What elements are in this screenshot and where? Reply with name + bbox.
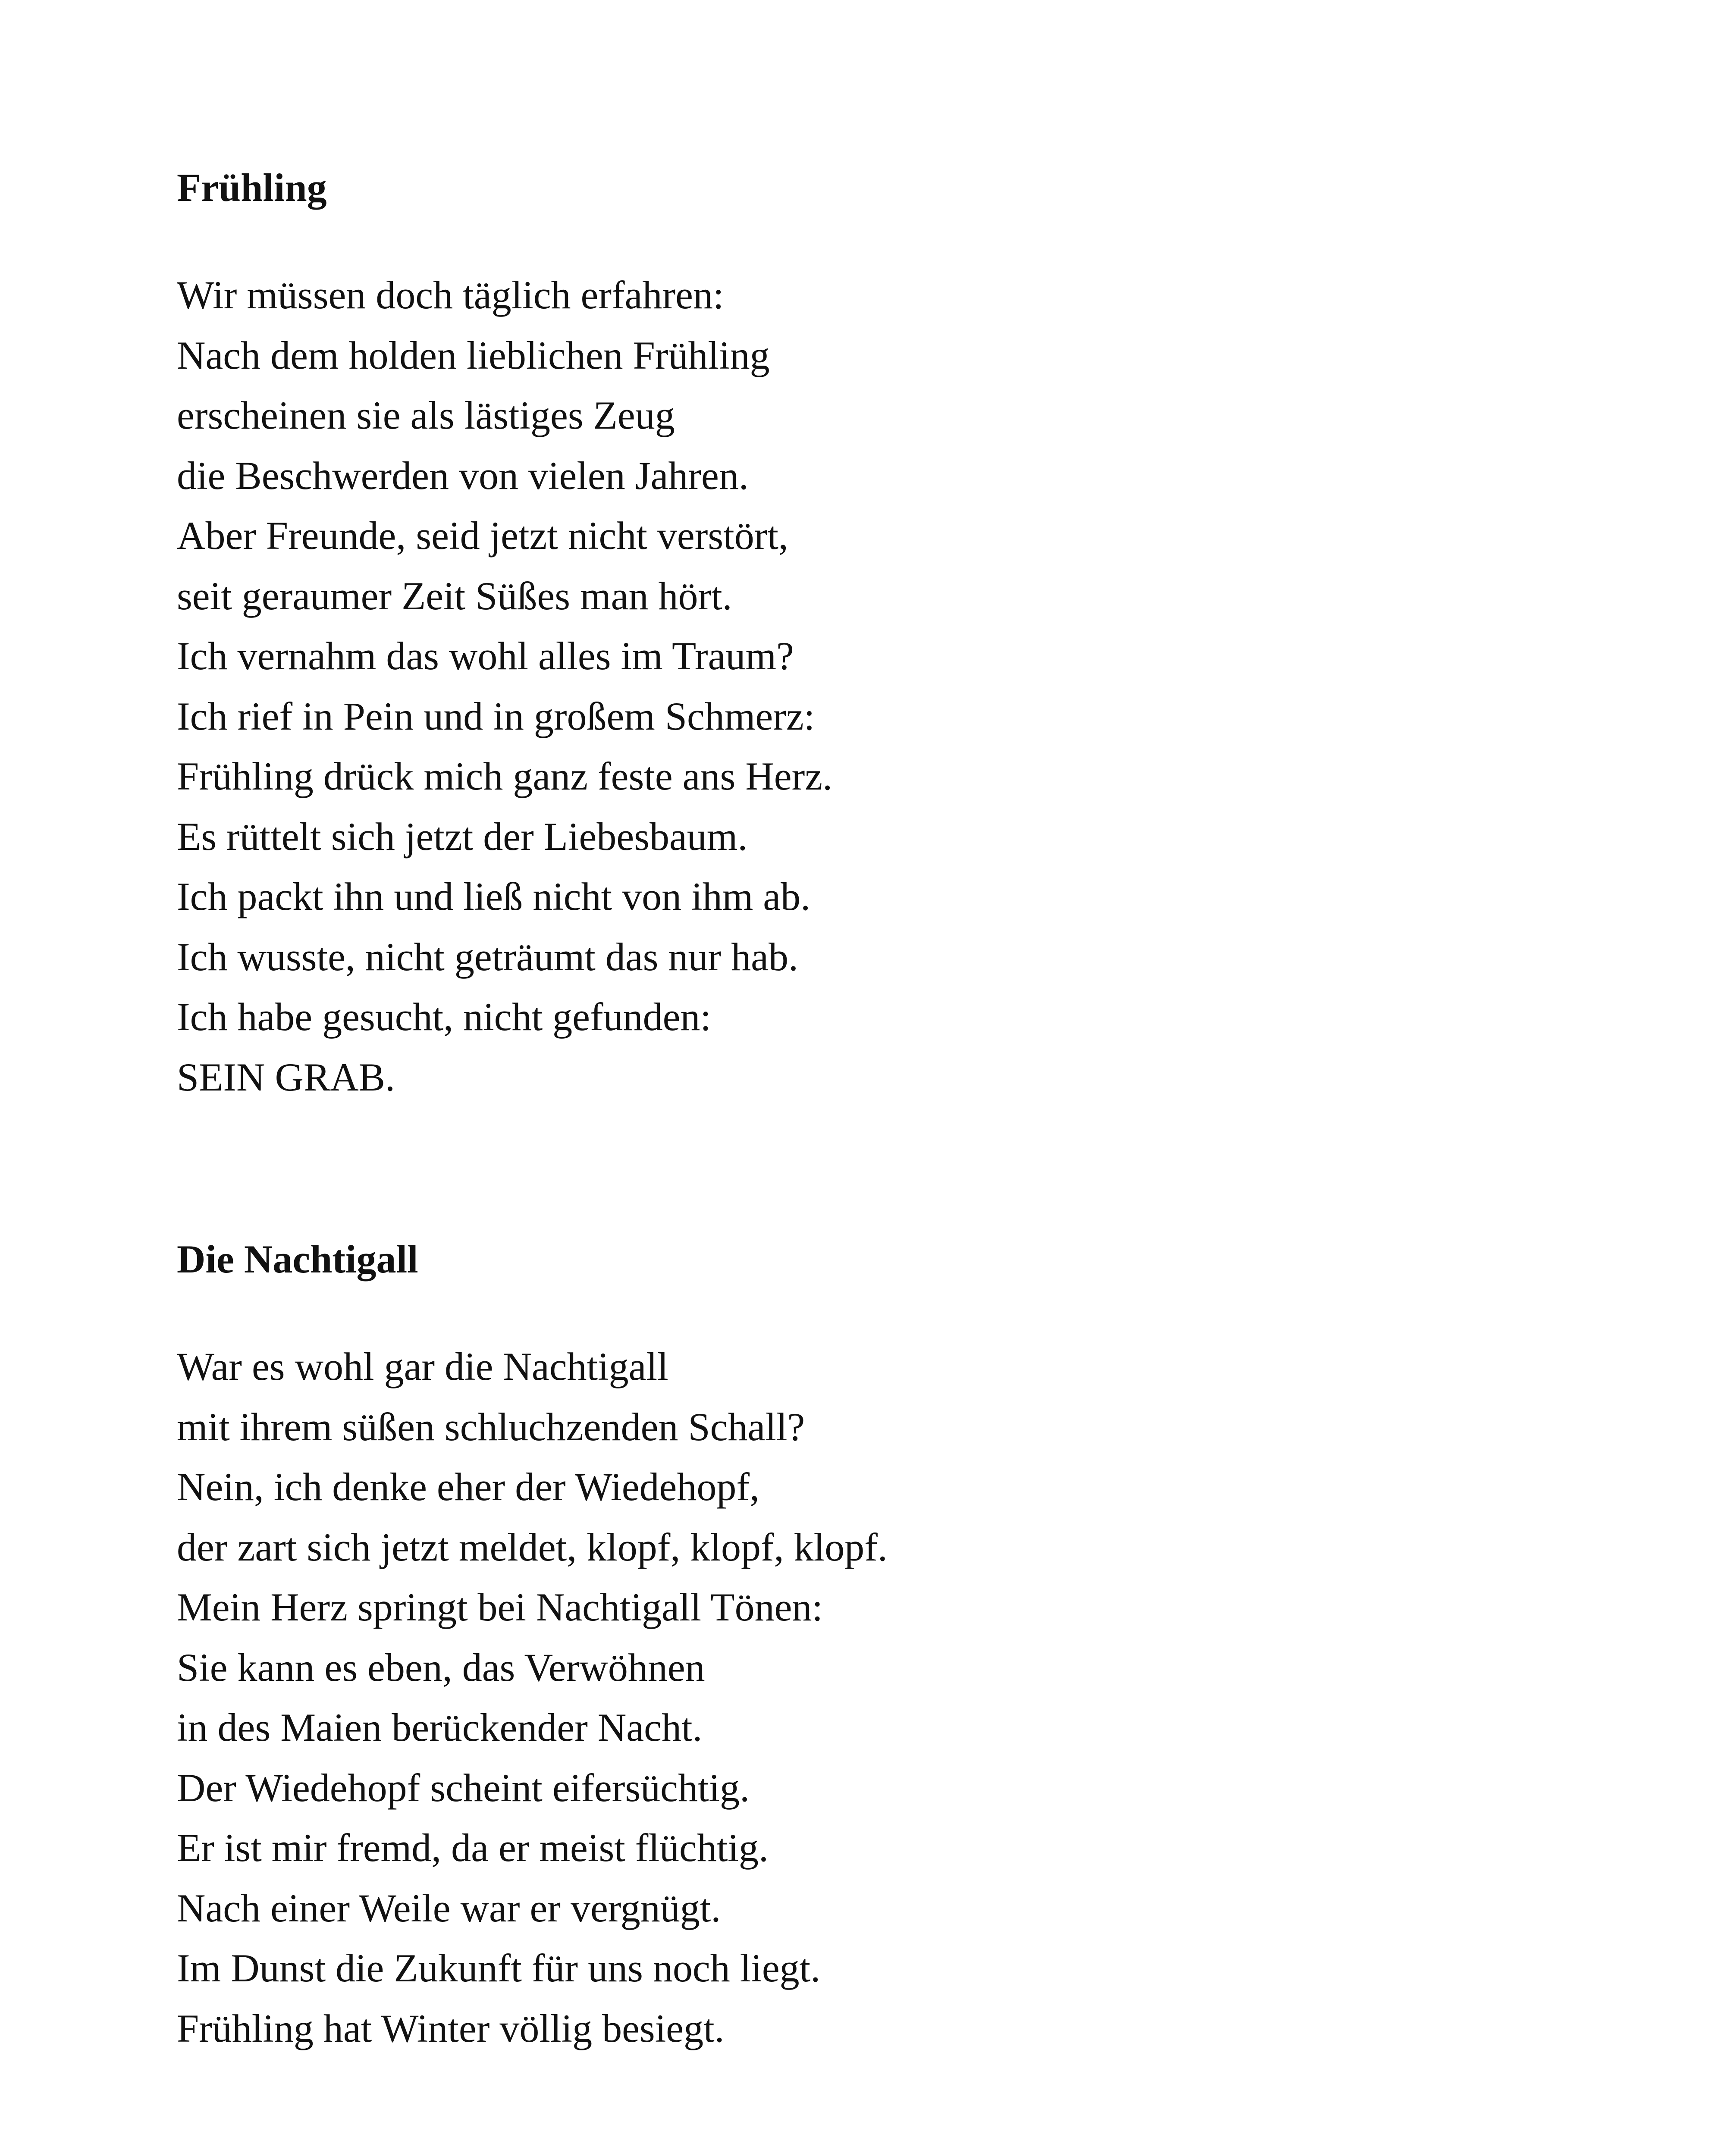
poem-line: Im Dunst die Zukunft für uns noch liegt.: [177, 1946, 821, 1990]
poem-lines: [177, 1337, 1557, 2059]
poem-line: Ich rief in Pein und in großem Schmerz:: [177, 694, 815, 738]
poem-line: die Beschwerden von vielen Jahren.: [177, 453, 749, 498]
poem-fruehling: [177, 166, 1557, 1107]
poem-line: Ich packt ihn und ließ nicht von ihm ab.: [177, 874, 811, 918]
poem-line: Es rüttelt sich jetzt der Liebesbaum.: [177, 814, 748, 859]
poem-line: Aber Freunde, seid jetzt nicht verstört,: [177, 514, 788, 558]
poem-lines: [177, 265, 1557, 1107]
poem-title: Die Nachtigall: [177, 1237, 418, 1281]
poem-line: Ich vernahm das wohl alles im Traum?: [177, 634, 794, 678]
poem-line: seit geraumer Zeit Süßes man hört.: [177, 573, 732, 618]
poem-line: Er ist mir fremd, da er meist flüchtig.: [177, 1826, 769, 1870]
poem-line: War es wohl gar die Nachtigall: [177, 1344, 668, 1388]
poem-line: Nach dem holden lieblichen Frühling: [177, 333, 770, 377]
poem-line: SEIN GRAB.: [177, 1055, 395, 1099]
poem-die-nachtigall: [177, 1238, 1557, 2059]
poem-line: der zart sich jetzt meldet, klopf, klopf, klopf.: [177, 1525, 888, 1569]
poem-line: Nein, ich denke eher der Wiedehopf,: [177, 1465, 760, 1509]
poem-line: Sie kann es eben, das Verwöhnen: [177, 1645, 705, 1689]
poem-line: erscheinen sie als lästiges Zeug: [177, 393, 675, 437]
poem-title: Frühling: [177, 166, 327, 210]
poem-line: Ich wusste, nicht geträumt das nur hab.: [177, 934, 798, 979]
poem-line: Nach einer Weile war er vergnügt.: [177, 1886, 721, 1930]
poem-line: Frühling hat Winter völlig besiegt.: [177, 2006, 725, 2050]
poem-line: in des Maien berückender Nacht.: [177, 1705, 703, 1749]
poem-line: Wir müssen doch täglich erfahren:: [177, 273, 724, 317]
poem-line: mit ihrem süßen schluchzenden Schall?: [177, 1404, 805, 1449]
poem-line: Frühling drück mich ganz feste ans Herz.: [177, 754, 833, 798]
poem-line: Mein Herz springt bei Nachtigall Tönen:: [177, 1585, 823, 1629]
poem-line: Ich habe gesucht, nicht gefunden:: [177, 995, 711, 1039]
poem-line: Der Wiedehopf scheint eifersüchtig.: [177, 1765, 750, 1810]
